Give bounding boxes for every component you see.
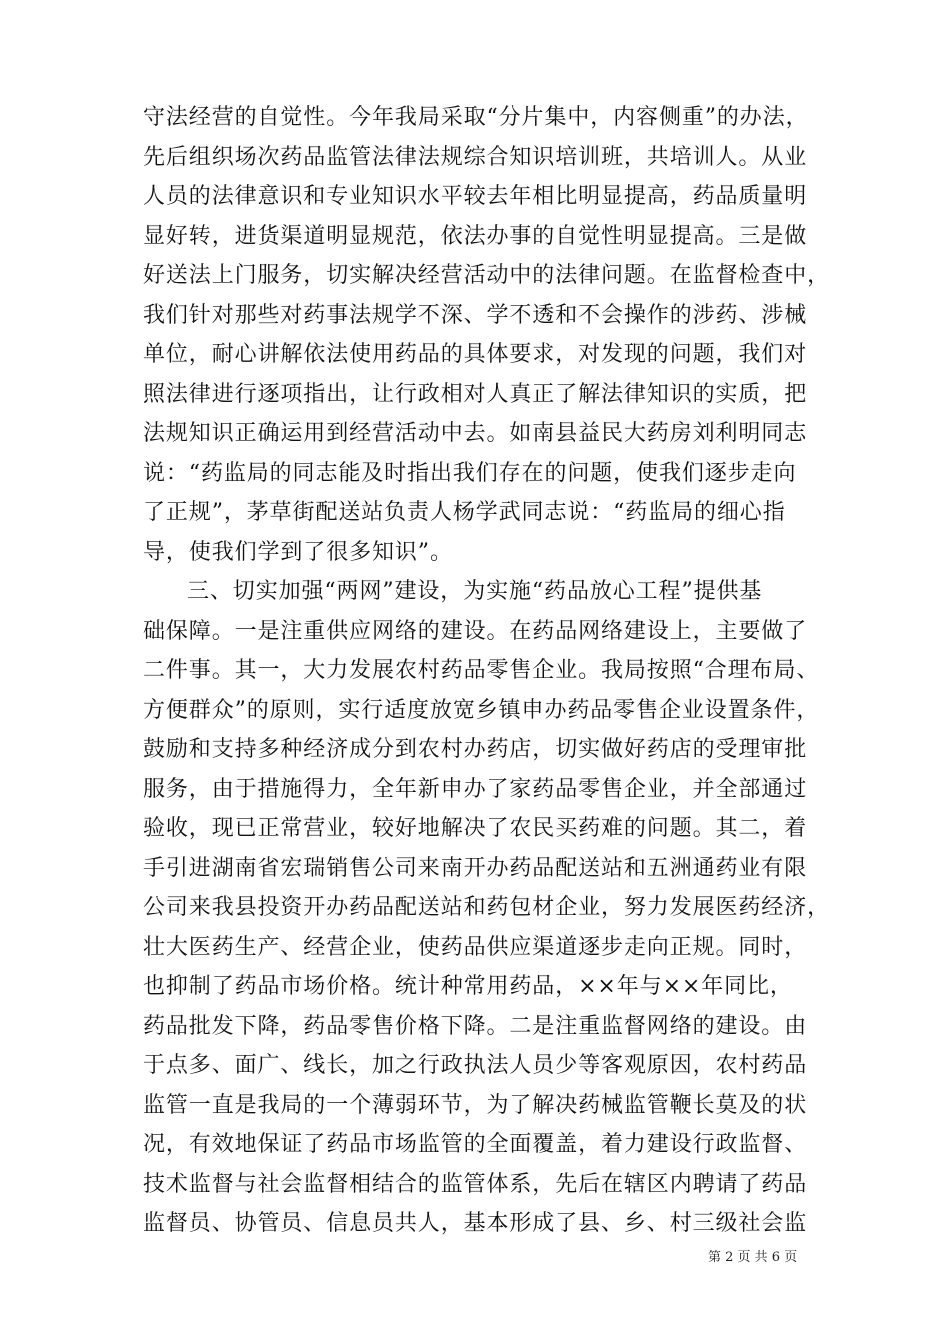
text-line: 我们针对那些对药事法规学不深、学不透和不会操作的涉药、涉械 — [143, 302, 808, 328]
body-text — [143, 98, 831, 1244]
text-line: 服务，由于措施得力，全年新申办了家药品零售企业，并全部通过 — [143, 776, 808, 802]
text-line: 础保障。一是注重供应网络的建设。在药品网络建设上，主要做了 — [143, 618, 808, 644]
text-line: 药品批发下降，药品零售价格下降。二是注重监督网络的建设。由 — [143, 1013, 808, 1039]
text-line: 照法律进行逐项指出，让行政相对人真正了解法律知识的实质，把 — [143, 381, 808, 407]
text-line: 好送法上门服务，切实解决经营活动中的法律问题。在监督检查中， — [143, 263, 831, 288]
page-number-footer: 第 2 页 共 6 页 — [708, 1250, 798, 1265]
text-line: 壮大医药生产、经营企业，使药品供应渠道逐步走向正规。同时， — [143, 934, 808, 960]
text-line: 单位，耐心讲解依法使用药品的具体要求，对发现的问题，我们对 — [143, 342, 808, 367]
paragraph-start-line: 三、切实加强“两网”建设，为实施“药品放心工程”提供基 — [187, 579, 763, 604]
text-line: 守法经营的自觉性。今年我局采取“分片集中，内容侧重”的办法， — [143, 105, 809, 130]
text-line: 公司来我县投资开办药品配送站和药包材企业，努力发展医药经济， — [143, 895, 831, 920]
text-line: 先后组织场次药品监管法律法规综合知识培训班，共培训人。从业 — [143, 144, 808, 170]
text-line: 况，有效地保证了药品市场监管的全面覆盖，着力建设行政监督、 — [143, 1132, 808, 1157]
text-line: 监管一直是我局的一个薄弱环节，为了解决药械监管鞭长莫及的状 — [143, 1092, 808, 1118]
text-line: 技术监督与社会监督相结合的监管体系，先后在辖区内聘请了药品 — [143, 1171, 808, 1197]
text-line: 手引进湖南省宏瑞销售公司来南开办药品配送站和五洲通药业有限 — [143, 855, 808, 881]
text-line: 鼓励和支持多种经济成分到农村办药店，切实做好药店的受理审批 — [143, 737, 808, 762]
text-line: 验收，现已正常营业，较好地解决了农民买药难的问题。其二，着 — [143, 816, 808, 841]
text-line: 二件事。其一，大力发展农村药品零售企业。我局按照“合理布局、 — [143, 658, 820, 683]
text-line: 也抑制了药品市场价格。统计种常用药品，××年与××年同比， — [143, 974, 793, 999]
text-line: 于点多、面广、线长，加之行政执法人员少等客观原因，农村药品 — [143, 1053, 808, 1078]
text-line: 方便群众”的原则，实行适度放宽乡镇申办药品零售企业设置条件， — [143, 697, 820, 723]
text-line: 法规知识正确运用到经营活动中去。如南县益民大药房刘利明同志 — [143, 421, 808, 446]
text-line: 了正规”，茅草街配送站负责人杨学武同志说：“药监局的细心指 — [143, 500, 786, 525]
text-line: 说：“药监局的同志能及时指出我们存在的问题，使我们逐步走向 — [143, 460, 797, 486]
text-line: 显好转，进货渠道明显规范，依法办事的自觉性明显提高。三是做 — [143, 223, 808, 249]
text-line: 人员的法律意识和专业知识水平较去年相比明显提高，药品质量明 — [143, 184, 808, 209]
text-line: 导，使我们学到了很多知识”。 — [143, 539, 453, 565]
text-line: 监督员、协管员、信息员共人，基本形成了县、乡、村三级社会监 — [143, 1211, 808, 1236]
